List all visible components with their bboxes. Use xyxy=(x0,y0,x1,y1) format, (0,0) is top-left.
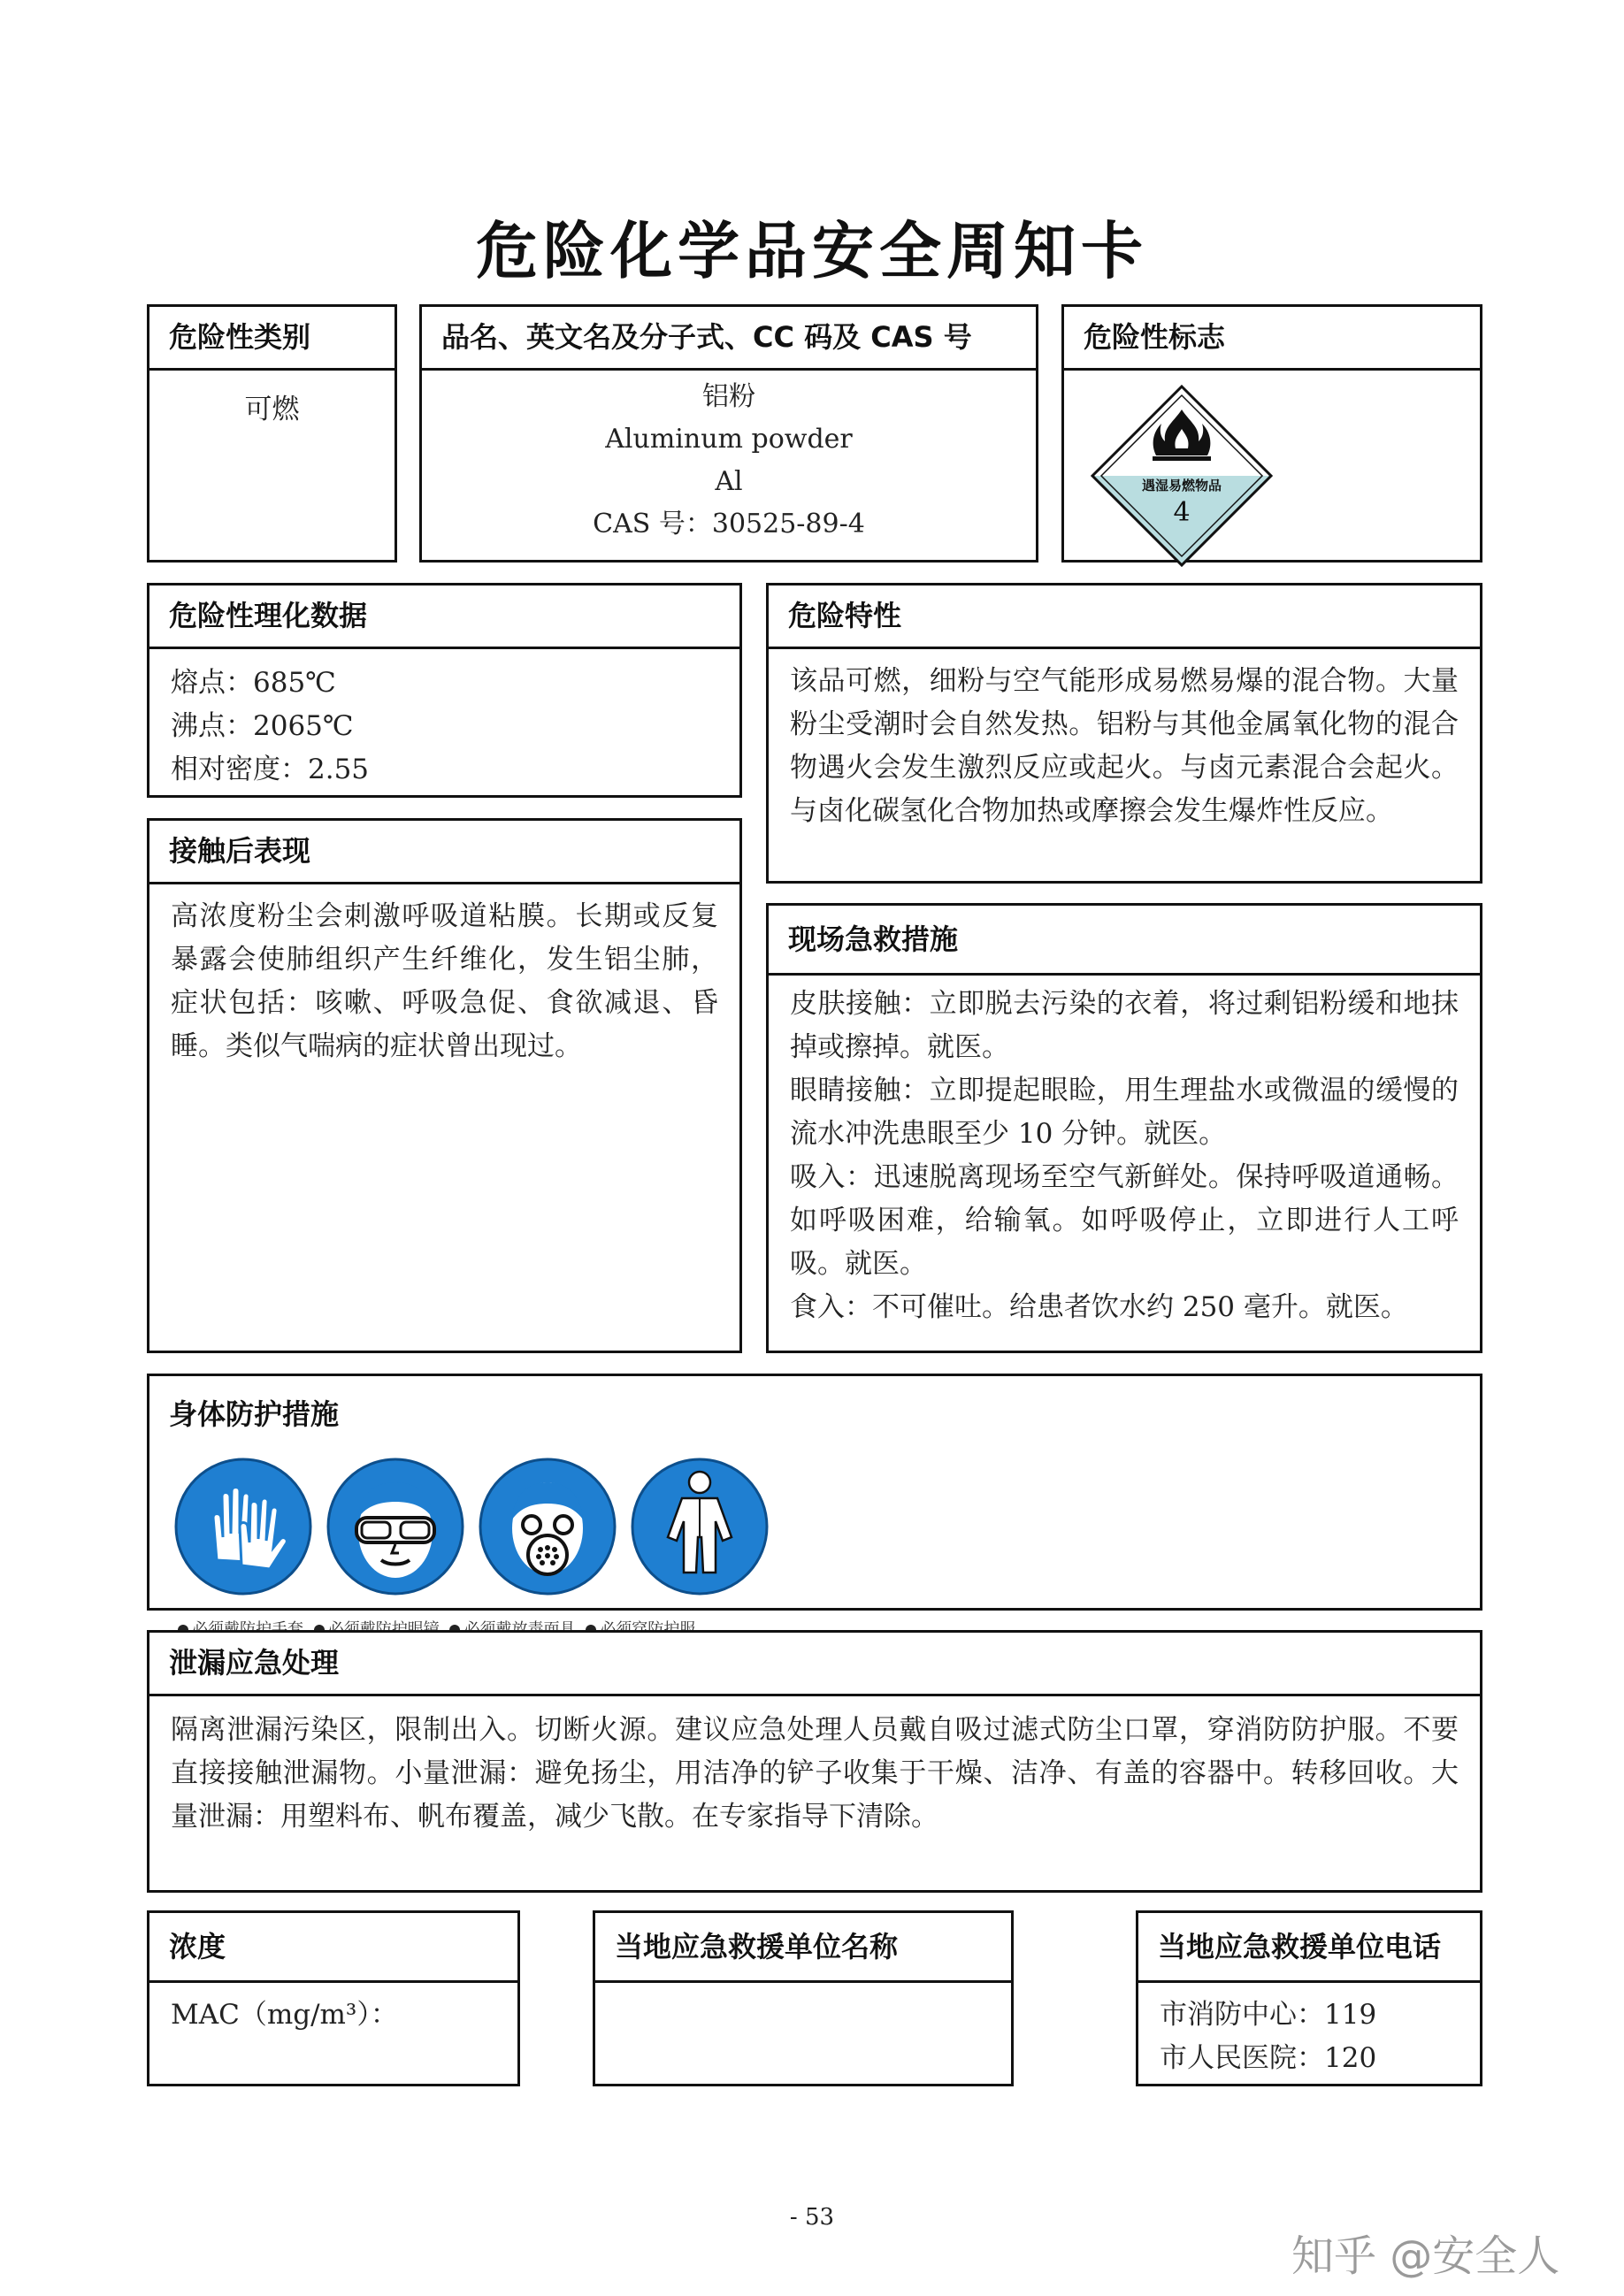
hazard-properties-box xyxy=(766,583,1482,884)
hazard-class-box xyxy=(147,304,397,563)
first-aid-skin: 皮肤接触：立即脱去污染的衣着，将过剩铝粉缓和地抹掉或擦掉。就医。 xyxy=(790,988,1459,1063)
ppe-header: 身体防护措施 xyxy=(169,1397,340,1431)
hazard-symbol-label: 遇湿易燃物品 xyxy=(1141,478,1222,494)
product-box xyxy=(419,304,1038,563)
hazard-symbol-box xyxy=(1061,304,1482,563)
physchem-line-boiling: 沸点：2065℃ xyxy=(171,710,354,742)
first-aid-header: 现场急救措施 xyxy=(769,906,1480,976)
watermark: 知乎 @安全人 xyxy=(1291,2231,1560,2281)
product-cas: CAS 号：30525-89-4 xyxy=(593,509,865,540)
product-header: 品名、英文名及分子式、CC 码及 CAS 号 xyxy=(422,307,1036,371)
first-aid-eyes: 眼睛接触：立即提起眼睑，用生理盐水或微温的缓慢的流水冲洗患眼至少 10 分钟。就医。 xyxy=(790,1075,1459,1150)
first-aid-box xyxy=(766,903,1482,1353)
rescue-unit-phone-header: 当地应急救援单位电话 xyxy=(1138,1913,1480,1983)
first-aid-ingestion: 食入：不可催吐。给患者饮水约 250 毫升。就医。 xyxy=(790,1291,1408,1323)
concentration-value: MAC（mg/m³）： xyxy=(171,1999,398,2031)
hazard-class-value: 可燃 xyxy=(244,394,300,425)
gas-mask-icon xyxy=(477,1456,627,1606)
flame-diamond-icon xyxy=(1089,383,1275,569)
goggles-icon xyxy=(325,1456,475,1606)
spill-text: 隔离泄漏污染区，限制出入。切断火源。建议应急处理人员戴自吸过滤式防尘口罩，穿消防防护服。不要直接接触泄漏物。小量泄漏：避免扬尘，用洁净的铲子收集于干燥、洁净、有盖的容器中。转移回收。大量泄漏：用塑料布、帆布覆盖，减少飞散。在专家指导下清除。 xyxy=(171,1714,1459,1833)
protective-suit-icon xyxy=(629,1456,779,1606)
spill-box xyxy=(147,1630,1482,1893)
page-title: 危险化学品安全周知卡 xyxy=(476,215,1148,287)
physchem-line-density: 相对密度：2.55 xyxy=(171,754,370,785)
hazard-properties-header: 危险特性 xyxy=(769,585,1480,649)
product-name-en: Aluminum powder xyxy=(605,424,853,455)
spill-header: 泄漏应急处理 xyxy=(149,1633,1480,1696)
rescue-phone-hospital: 市人民医院：120 xyxy=(1160,2042,1377,2074)
product-name-cn: 铝粉 xyxy=(702,381,755,412)
rescue-phone-fire: 市消防中心：119 xyxy=(1160,1999,1377,2031)
physchem-line-melting: 熔点：685℃ xyxy=(171,667,336,699)
exposure-box xyxy=(147,818,742,1353)
rescue-unit-phone-box xyxy=(1136,1910,1482,2086)
rescue-unit-name-box xyxy=(593,1910,1014,2086)
gloves-icon xyxy=(172,1456,323,1606)
exposure-text: 高浓度粉尘会刺激呼吸道粘膜。长期或反复暴露会使肺组织产生纤维化，发生铝尘肺，症状包括：咳嗽、呼吸急促、食欲减退、昏睡。类似气喘病的症状曾出现过。 xyxy=(171,900,718,1062)
hazard-properties-text: 该品可燃，细粉与空气能形成易燃易爆的混合物。大量粉尘受潮时会自然发热。铝粉与其他金属氧化物的混合物遇火会发生激烈反应或起火。与卤元素混合会起火。与卤化碳氢化合物加热或摩擦会发生爆炸性反应。 xyxy=(790,665,1459,827)
page-number: - 53 xyxy=(789,2204,835,2231)
hazard-class-header: 危险性类别 xyxy=(149,307,395,371)
ppe-box xyxy=(147,1374,1482,1611)
concentration-box xyxy=(147,1910,520,2086)
rescue-unit-name-header: 当地应急救援单位名称 xyxy=(595,1913,1011,1983)
hazard-symbol-header: 危险性标志 xyxy=(1064,307,1480,371)
physchem-header: 危险性理化数据 xyxy=(149,585,739,649)
physchem-box xyxy=(147,583,742,798)
concentration-header: 浓度 xyxy=(149,1913,517,1983)
first-aid-inhalation: 吸入：迅速脱离现场至空气新鲜处。保持呼吸道通畅。如呼吸困难，给输氧。如呼吸停止，立即进行人工呼吸。就医。 xyxy=(790,1161,1459,1280)
exposure-header: 接触后表现 xyxy=(149,821,739,884)
product-formula: Al xyxy=(715,466,743,497)
hazard-class-number: 4 xyxy=(1173,497,1191,528)
